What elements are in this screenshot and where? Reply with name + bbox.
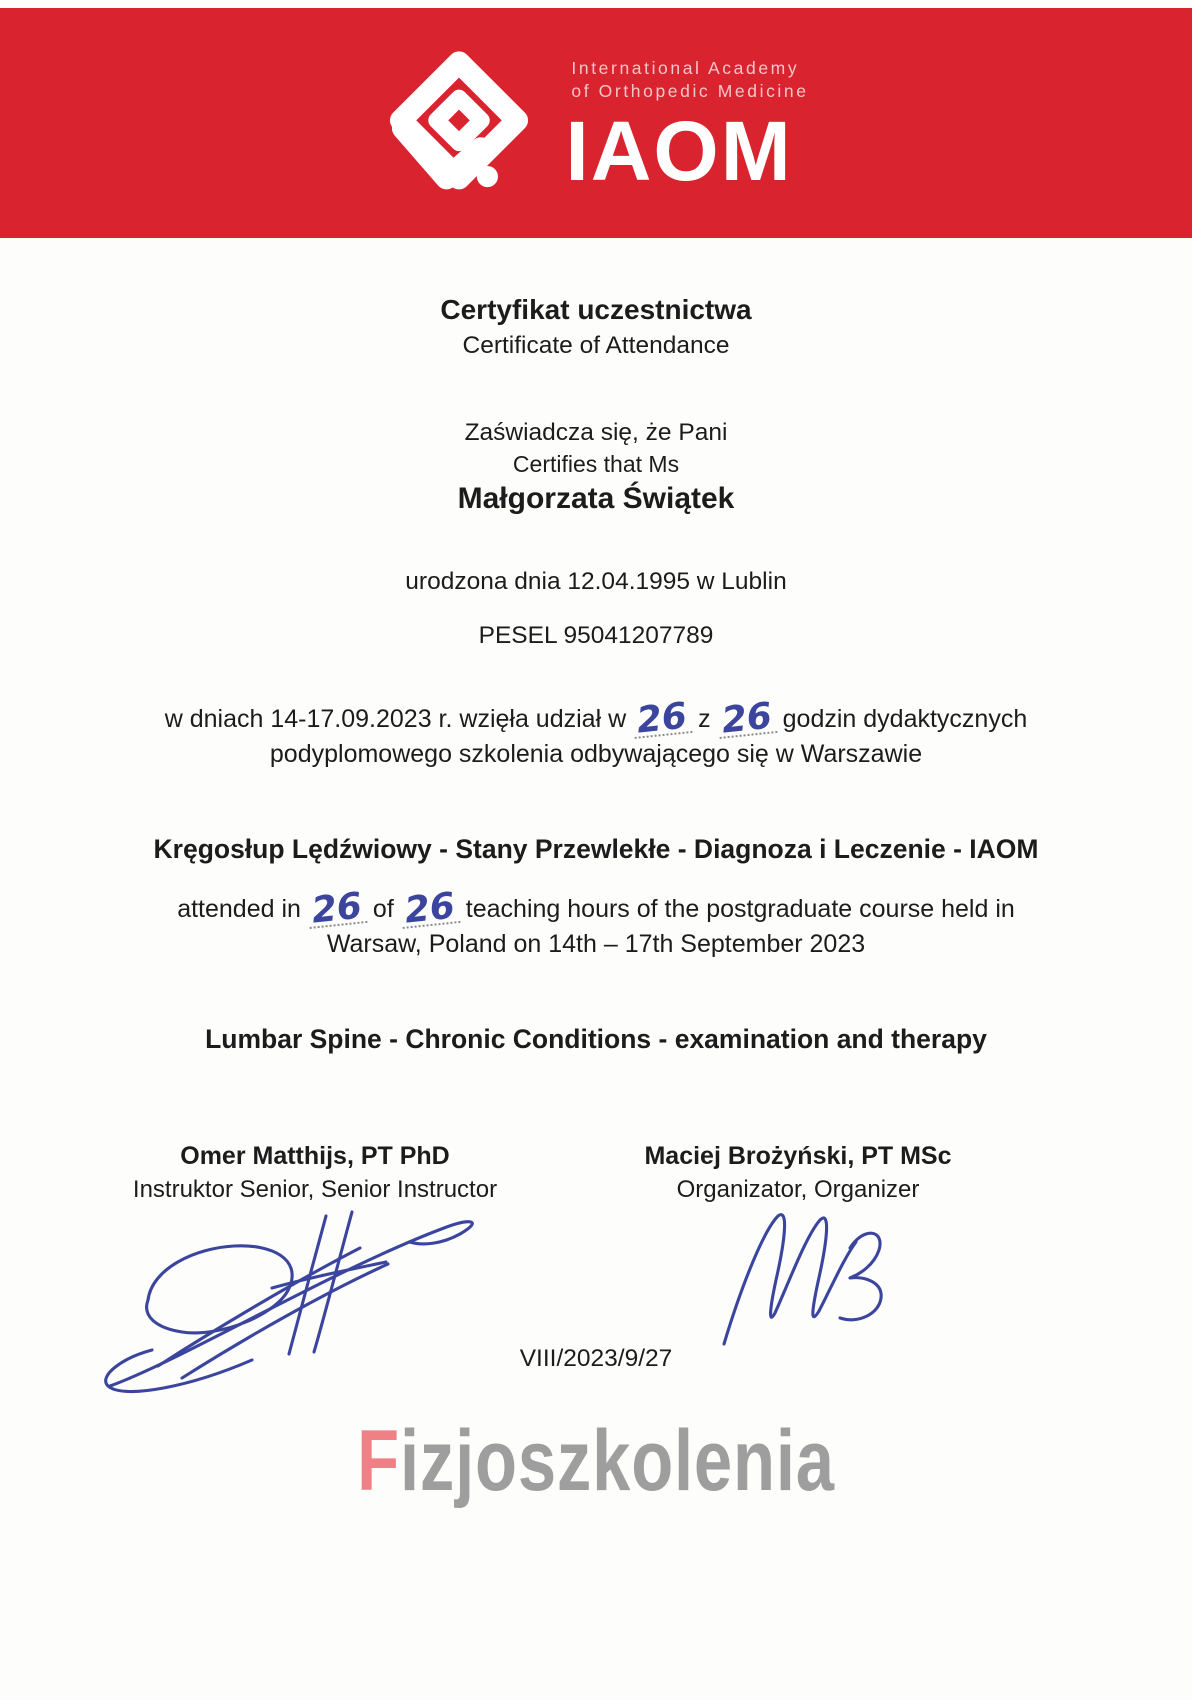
signer-left-role: Instruktor Senior, Senior Instructor bbox=[132, 1176, 498, 1203]
signer-left bbox=[100, 1142, 530, 1204]
course-pl-line1-before: w dniach 14-17.09.2023 r. wzięła udział w bbox=[164, 705, 627, 733]
course-pl-line1-after: godzin dydaktycznych bbox=[782, 705, 1028, 733]
hours-total-pl-handwritten: 26 bbox=[716, 702, 777, 739]
fizjoszkolenia-logo-f: F bbox=[357, 1413, 401, 1509]
course-en-line1-middle: of bbox=[372, 895, 394, 923]
course-en-line1-before: attended in bbox=[177, 895, 301, 923]
course-en-line1-after: teaching hours of the postgraduate course held in bbox=[465, 895, 1015, 923]
signer-right-name: Maciej Brożyński, PT MSc bbox=[644, 1142, 952, 1170]
certificate-title-pl: Certyfikat uczestnictwa bbox=[440, 294, 752, 325]
pesel-line: PESEL 95041207789 bbox=[478, 622, 714, 649]
recipient-block bbox=[0, 419, 1192, 516]
hours-attended-pl-handwritten: 26 bbox=[632, 702, 693, 739]
certifies-line-pl: Zaświadcza się, że Pani bbox=[464, 419, 728, 446]
org-name bbox=[571, 57, 808, 104]
course-paragraph-en bbox=[0, 885, 1192, 961]
iaom-logo-icon bbox=[383, 46, 535, 204]
signer-right bbox=[588, 1142, 1008, 1204]
certificate-title-en: Certificate of Attendance bbox=[462, 332, 730, 359]
course-pl-line1 bbox=[0, 695, 1192, 742]
signer-right-role: Organizator, Organizer bbox=[676, 1176, 920, 1203]
signature-right-ink bbox=[712, 1202, 900, 1352]
course-title-pl: Kręgosłup Lędźwiowy - Stany Przewlekłe - Diagnoza i Leczenie - IAOM bbox=[153, 834, 1039, 864]
signer-left-name: Omer Matthijs, PT PhD bbox=[180, 1142, 450, 1170]
birth-line: urodzona dnia 12.04.1995 w Lublin bbox=[405, 568, 787, 595]
course-pl-line1-middle: z bbox=[698, 705, 711, 733]
fizjoszkolenia-logo-rest: izjoszkolenia bbox=[400, 1413, 835, 1509]
course-en-line2: Warsaw, Poland on 14th – 17th September 2023 bbox=[326, 929, 866, 958]
hours-total-en-handwritten: 26 bbox=[399, 892, 460, 929]
fizjoszkolenia-logo bbox=[119, 1412, 1073, 1511]
course-paragraph-pl bbox=[0, 695, 1192, 771]
course-pl-line2: podyplomowego szkolenia odbywającego się w Warszawie bbox=[269, 739, 923, 768]
recipient-name: Małgorzata Świątek bbox=[457, 482, 735, 515]
org-name-line1: International Academy bbox=[571, 57, 800, 78]
hours-attended-en-handwritten: 26 bbox=[306, 892, 367, 929]
course-title-en: Lumbar Spine - Chronic Conditions - examination and therapy bbox=[205, 1024, 987, 1054]
certificate-number: VIII/2023/9/27 bbox=[519, 1345, 673, 1372]
org-name-line2: of Orthopedic Medicine bbox=[571, 81, 809, 102]
certificate-title-block bbox=[0, 294, 1192, 360]
course-en-line1 bbox=[0, 885, 1192, 932]
header-banner bbox=[0, 8, 1192, 238]
org-acronym: IAOM bbox=[565, 103, 793, 198]
certifies-line-en: Certifies that Ms bbox=[512, 451, 680, 477]
header-text bbox=[565, 57, 809, 198]
